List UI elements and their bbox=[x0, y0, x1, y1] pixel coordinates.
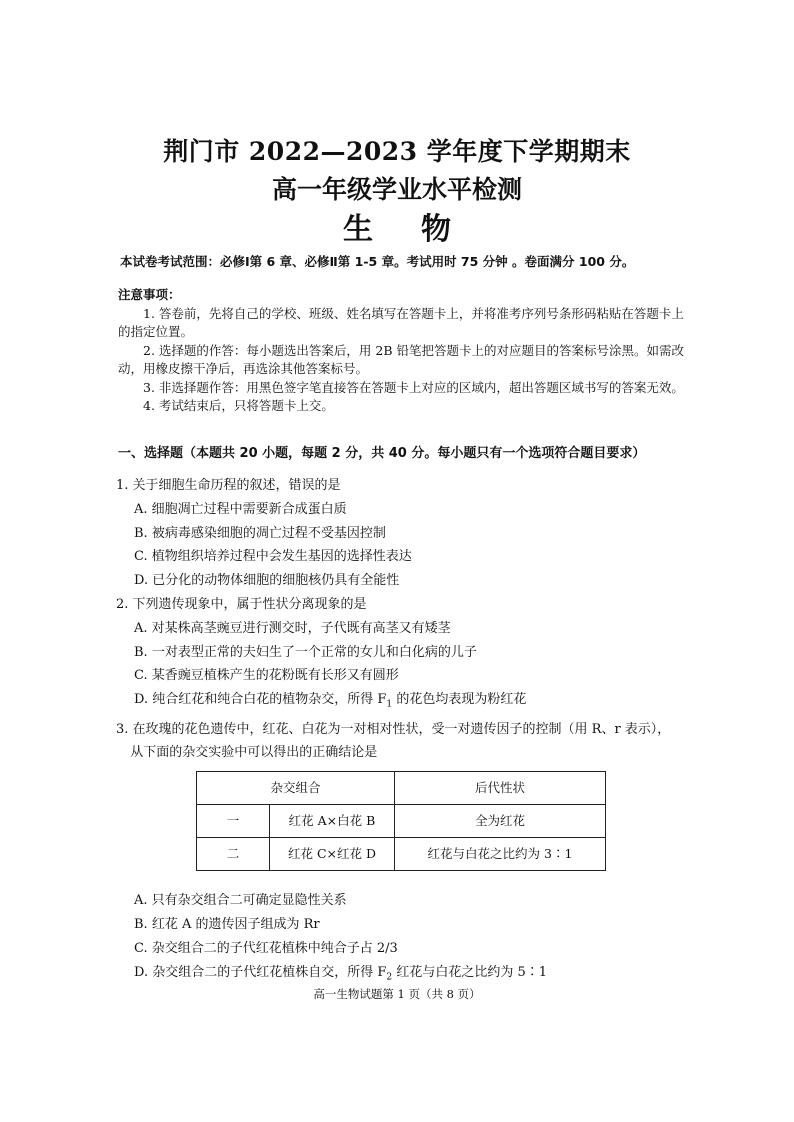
table-row bbox=[197, 805, 606, 838]
option-d: D. 已分化的动物体细胞的细胞核仍具有全能性 bbox=[134, 573, 400, 589]
table-header-row bbox=[197, 772, 606, 805]
subscript: 1 bbox=[386, 699, 393, 710]
row-number: 一 bbox=[197, 805, 270, 838]
section-title: 一、选择题（本题共 20 小题，每题 2 分，共 40 分。每小题只有一个选项符合题目要求） bbox=[118, 446, 646, 461]
notes-heading: 注意事项： bbox=[118, 287, 181, 302]
exam-scope: 本试卷考试范围：必修Ⅰ第 6 章、必修Ⅱ第 1-5 章。考试用时 75 分钟 。卷面满分 100 分。 bbox=[120, 254, 635, 269]
question-1 bbox=[116, 474, 682, 593]
header-cross: 杂交组合 bbox=[197, 772, 395, 805]
notes-block bbox=[118, 286, 692, 416]
questions-block bbox=[116, 474, 682, 990]
option-d-text-end: 红花与白花之比约为 5∶1 bbox=[392, 964, 547, 980]
question-2 bbox=[116, 593, 682, 718]
table-row bbox=[197, 838, 606, 871]
question-stem: 2. 下列遗传现象中，属于性状分离现象的是 bbox=[116, 596, 367, 612]
row-offspring: 全为红花 bbox=[395, 805, 606, 838]
option-d-text: D. 杂交组合二的子代红花植株自交，所得 F bbox=[134, 964, 387, 980]
option-b: B. 一对表型正常的夫妇生了一个正常的女儿和白化病的儿子 bbox=[134, 644, 477, 660]
subscript: 2 bbox=[386, 972, 393, 983]
option-b: B. 红花 A 的遗传因子组成为 Rr bbox=[134, 916, 320, 932]
option-b: B. 被病毒感染细胞的凋亡过程不受基因控制 bbox=[134, 525, 386, 541]
exam-subject: 生物 bbox=[343, 212, 499, 247]
option-d-text: D. 纯合红花和纯合白花的植物杂交，所得 F bbox=[134, 692, 387, 708]
option-a: A. 对某株高茎豌豆进行测交时，子代既有高茎又有矮茎 bbox=[134, 620, 451, 636]
row-cross: 红花 C×红花 D bbox=[270, 838, 395, 871]
note-item: 4. 考试结束后，只将答题卡上交。 bbox=[143, 398, 334, 413]
row-number: 二 bbox=[197, 838, 270, 871]
note-item: 3. 非选择题作答：用黑色签字笔直接答在答题卡上对应的区域内，超出答题区域书写的答案无效。 bbox=[143, 379, 684, 395]
header-offspring: 后代性状 bbox=[395, 772, 606, 805]
option-c: C. 某香豌豆植株产生的花粉既有长形又有圆形 bbox=[134, 668, 399, 684]
option-c: C. 杂交组合二的子代红花植株中纯合子占 2/3 bbox=[134, 940, 398, 956]
page-footer: 高一生物试题第 1 页（共 8 页） bbox=[313, 987, 481, 1001]
cross-table bbox=[196, 771, 606, 871]
question-stem: 1. 关于细胞生命历程的叙述，错误的是 bbox=[116, 478, 341, 493]
question-stem: 3. 在玫瑰的花色遗传中，红花、白花为一对相对性状，受一对遗传因子的控制（用 R、r 表示），从下面的杂交实验中可以得出的正确结论是 bbox=[116, 721, 671, 761]
exam-title-line2: 高一年级学业水平检测 bbox=[271, 175, 522, 204]
note-item: 1. 答卷前，先将自己的学校、班级、姓名填写在答题卡上，并将准考序列号条形码粘贴在答题卡上的指定位置。 bbox=[118, 305, 684, 339]
option-a: A. 只有杂交组合二可确定显隐性关系 bbox=[134, 893, 347, 909]
option-d-text-end: 的花色均表现为粉红花 bbox=[392, 692, 527, 708]
option-a: A. 细胞凋亡过程中需要新合成蛋白质 bbox=[134, 501, 347, 517]
row-cross: 红花 A×白花 B bbox=[270, 805, 395, 838]
question-3 bbox=[116, 718, 682, 990]
row-offspring: 红花与白花之比约为 3∶1 bbox=[395, 838, 606, 871]
note-item: 2. 选择题的作答：每小题选出答案后，用 2B 铅笔把答题卡上的对应题目的答案标号涂黑。如需改动，用橡皮擦干净后，再选涂其他答案标号。 bbox=[118, 342, 684, 376]
option-d bbox=[116, 688, 682, 717]
option-c: C. 植物组织培养过程中会发生基因的选择性表达 bbox=[134, 549, 412, 565]
exam-title-line1: 荆门市 2022—2023 学年度下学期期末 bbox=[163, 137, 631, 166]
